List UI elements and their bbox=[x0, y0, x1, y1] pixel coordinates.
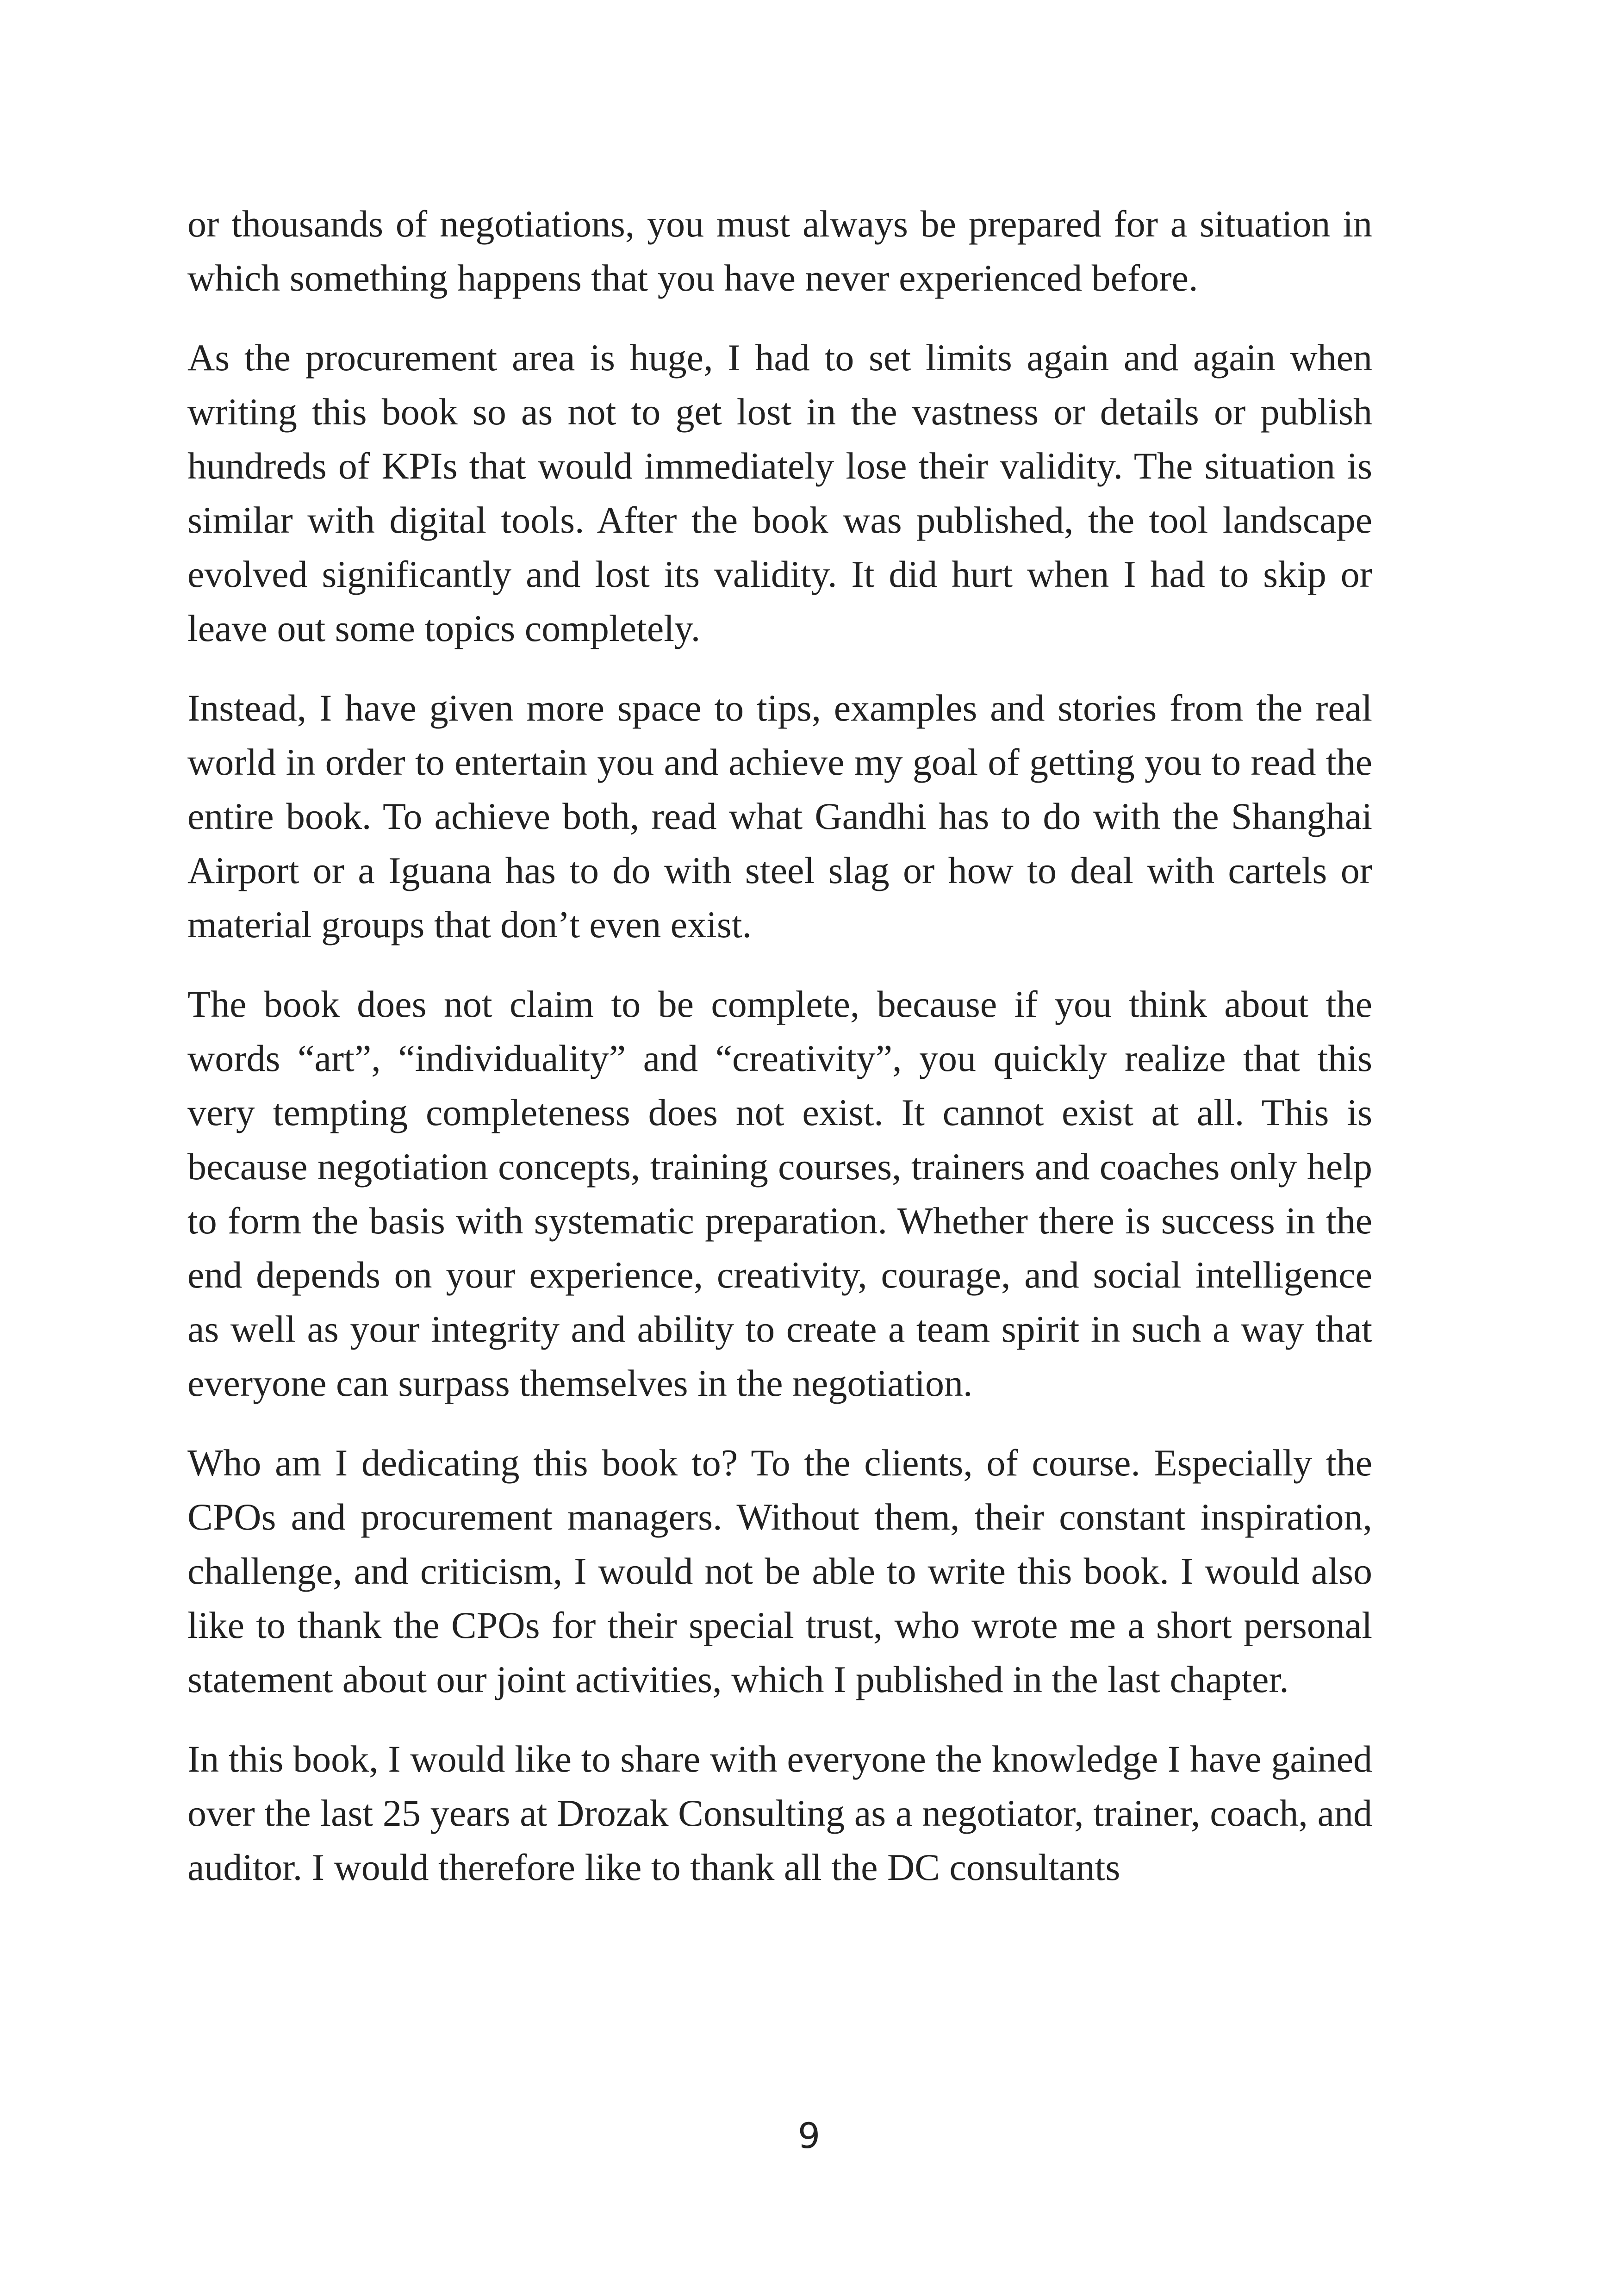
page-number: 9 bbox=[797, 2115, 821, 2156]
body-text bbox=[187, 197, 1372, 1920]
paragraph-2: As the procurement area is huge, I had to set limits again and again when writing this book so as not to get lost in the vastness or details or publish hundreds of KPIs that would immediately lose their validity. The situation is similar with digital tools. After the book was published, the tool landscape evolved significantly and lost its validity. It did hurt when I had to skip or leave out some topics completely. bbox=[187, 336, 1372, 649]
paragraph-1: or thousands of negotiations, you must always be prepared for a situation in which something happens that you have never experienced before. bbox=[187, 203, 1372, 299]
paragraph-5: Who am I dedicating this book to? To the clients, of course. Especially the CPOs and procurement managers. Without them, their constant inspiration, challenge, and criticism, I would not be able to write this book. I would also like to thank the CPOs for their special trust, who wrote me a short personal statement about our joint activities, which I published in the last chapter. bbox=[187, 1442, 1372, 1700]
paragraph-4: The book does not claim to be complete, because if you think about the words “art”, “individuality” and “creativity”, you quickly realize that this very tempting completeness does not exist. It cannot exist at all. This is because negotiation concepts, training courses, trainers and coaches only help to form the basis with systematic preparation. Whether there is success in the end depends on your experience, creativity, courage, and social intelligence as well as your integrity and ability to create a team spirit in such a way that everyone can surpass themselves in the negotiation. bbox=[187, 983, 1372, 1404]
paragraph-6: In this book, I would like to share with everyone the knowledge I have gained over the last 25 years at Drozak Consulting as a negotiator, trainer, coach, and auditor. I would therefore like to thank all the DC consultants bbox=[187, 1738, 1372, 1888]
paragraph-3: Instead, I have given more space to tips, examples and stories from the real world in order to entertain you and achieve my goal of getting you to read the entire book. To achieve both, read what Gandhi has to do with the Shanghai Airport or a Iguana has to do with steel slag or how to deal with cartels or material groups that don’t even exist. bbox=[187, 687, 1372, 946]
